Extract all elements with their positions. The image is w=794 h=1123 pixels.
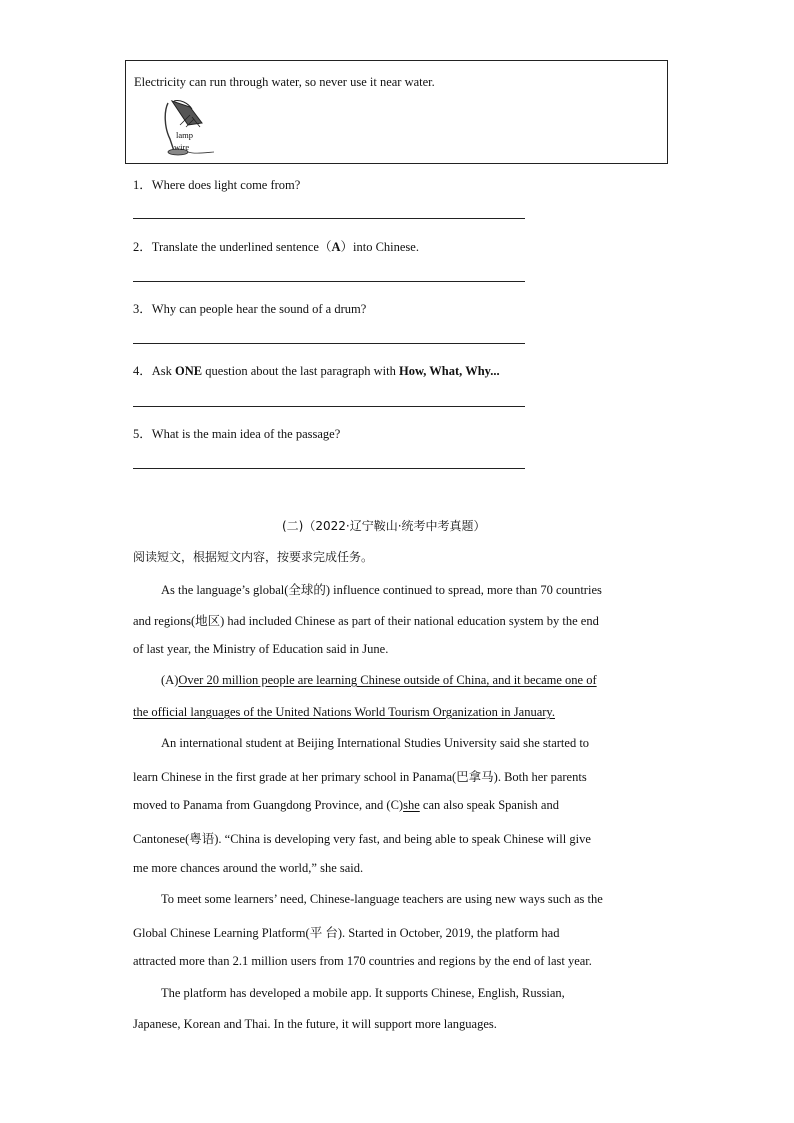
info-box: [125, 60, 668, 164]
question-text: Where does light come from?: [151, 178, 301, 192]
question-number: 1．: [133, 178, 152, 192]
question-5: [133, 424, 340, 442]
passage-line: learn Chinese in the first grade at her primary school in Panama(巴拿马). Both her parents: [133, 770, 587, 784]
passage-line: As the language’s global(全球的) influence continued to spread, more than 70 countries: [161, 583, 602, 597]
question-text: Why can people hear the sound of a drum?: [151, 302, 367, 316]
passage-line-underlined-a: [161, 673, 597, 688]
underlined-sentence: Over 20 million people are learning Chinese outside of China, and it became one of: [178, 673, 597, 687]
answer-line-2[interactable]: [133, 281, 525, 282]
question-text: question about the last paragraph with: [202, 364, 399, 378]
passage-line: and regions(地区) had included Chinese as part of their national education system by the end: [133, 614, 599, 628]
underlined-word: she: [403, 798, 420, 812]
passage-line: The platform has developed a mobile app. It supports Chinese, English, Russian,: [161, 986, 565, 1000]
underlined-sentence: the official languages of the United Nations World Tourism Organization in January.: [133, 705, 555, 719]
passage-line: To meet some learners’ need, Chinese-language teachers are using new ways such as the: [161, 892, 603, 906]
passage-text: moved to Panama from Guangdong Province, and (C): [133, 798, 404, 812]
question-text: ）into Chinese.: [340, 240, 419, 254]
passage-line: Cantonese(粤语). “China is developing very fast, and being able to speak Chinese will give: [133, 832, 591, 846]
lamp-icon: [162, 97, 218, 157]
answer-line-5[interactable]: [133, 468, 525, 469]
answer-line-3[interactable]: [133, 343, 525, 344]
question-number: 3．: [133, 302, 152, 316]
question-4: [133, 361, 500, 379]
lamp-label: lamp: [176, 130, 193, 140]
question-number: 4．: [133, 364, 152, 378]
question-bold: A: [331, 240, 341, 254]
question-bold: ONE: [175, 364, 203, 378]
passage-line: Japanese, Korean and Thai. In the future, it will support more languages.: [133, 1017, 497, 1031]
question-text: Ask: [151, 364, 176, 378]
question-bold: How, What, Why...: [398, 364, 500, 378]
answer-line-4[interactable]: [133, 406, 525, 407]
wire-label: wire: [174, 142, 190, 152]
passage-line: of last year, the Ministry of Education said in June.: [133, 642, 389, 656]
question-text: Translate the underlined sentence（: [151, 240, 332, 254]
passage-line: An international student at Beijing International Studies University said she started to: [161, 736, 590, 750]
passage-line: Global Chinese Learning Platform(平 台). Started in October, 2019, the platform had: [133, 926, 560, 940]
passage-line: me more chances around the world,” she said.: [133, 861, 364, 875]
question-3: [133, 299, 366, 317]
question-1: [133, 175, 300, 193]
box-sentence: Electricity can run through water, so never use it near water.: [134, 75, 435, 89]
passage-line: attracted more than 2.1 million users from 170 countries and regions by the end of last year.: [133, 954, 592, 968]
section-heading: (二)（2022·辽宁鞍山·统考中考真题）: [282, 519, 486, 533]
question-text: What is the main idea of the passage?: [151, 427, 341, 441]
lamp-illustration: [162, 97, 218, 157]
passage-text: can also speak Spanish and: [419, 798, 559, 812]
question-2: [133, 237, 419, 255]
question-number: 5．: [133, 427, 152, 441]
answer-line-1[interactable]: [133, 218, 525, 219]
passage-line-underlined-c: [133, 798, 559, 813]
section-instruction: 阅读短文，根据短文内容，按要求完成任务。: [133, 550, 374, 564]
sentence-marker: (A): [161, 673, 179, 687]
question-number: 2．: [133, 240, 152, 254]
